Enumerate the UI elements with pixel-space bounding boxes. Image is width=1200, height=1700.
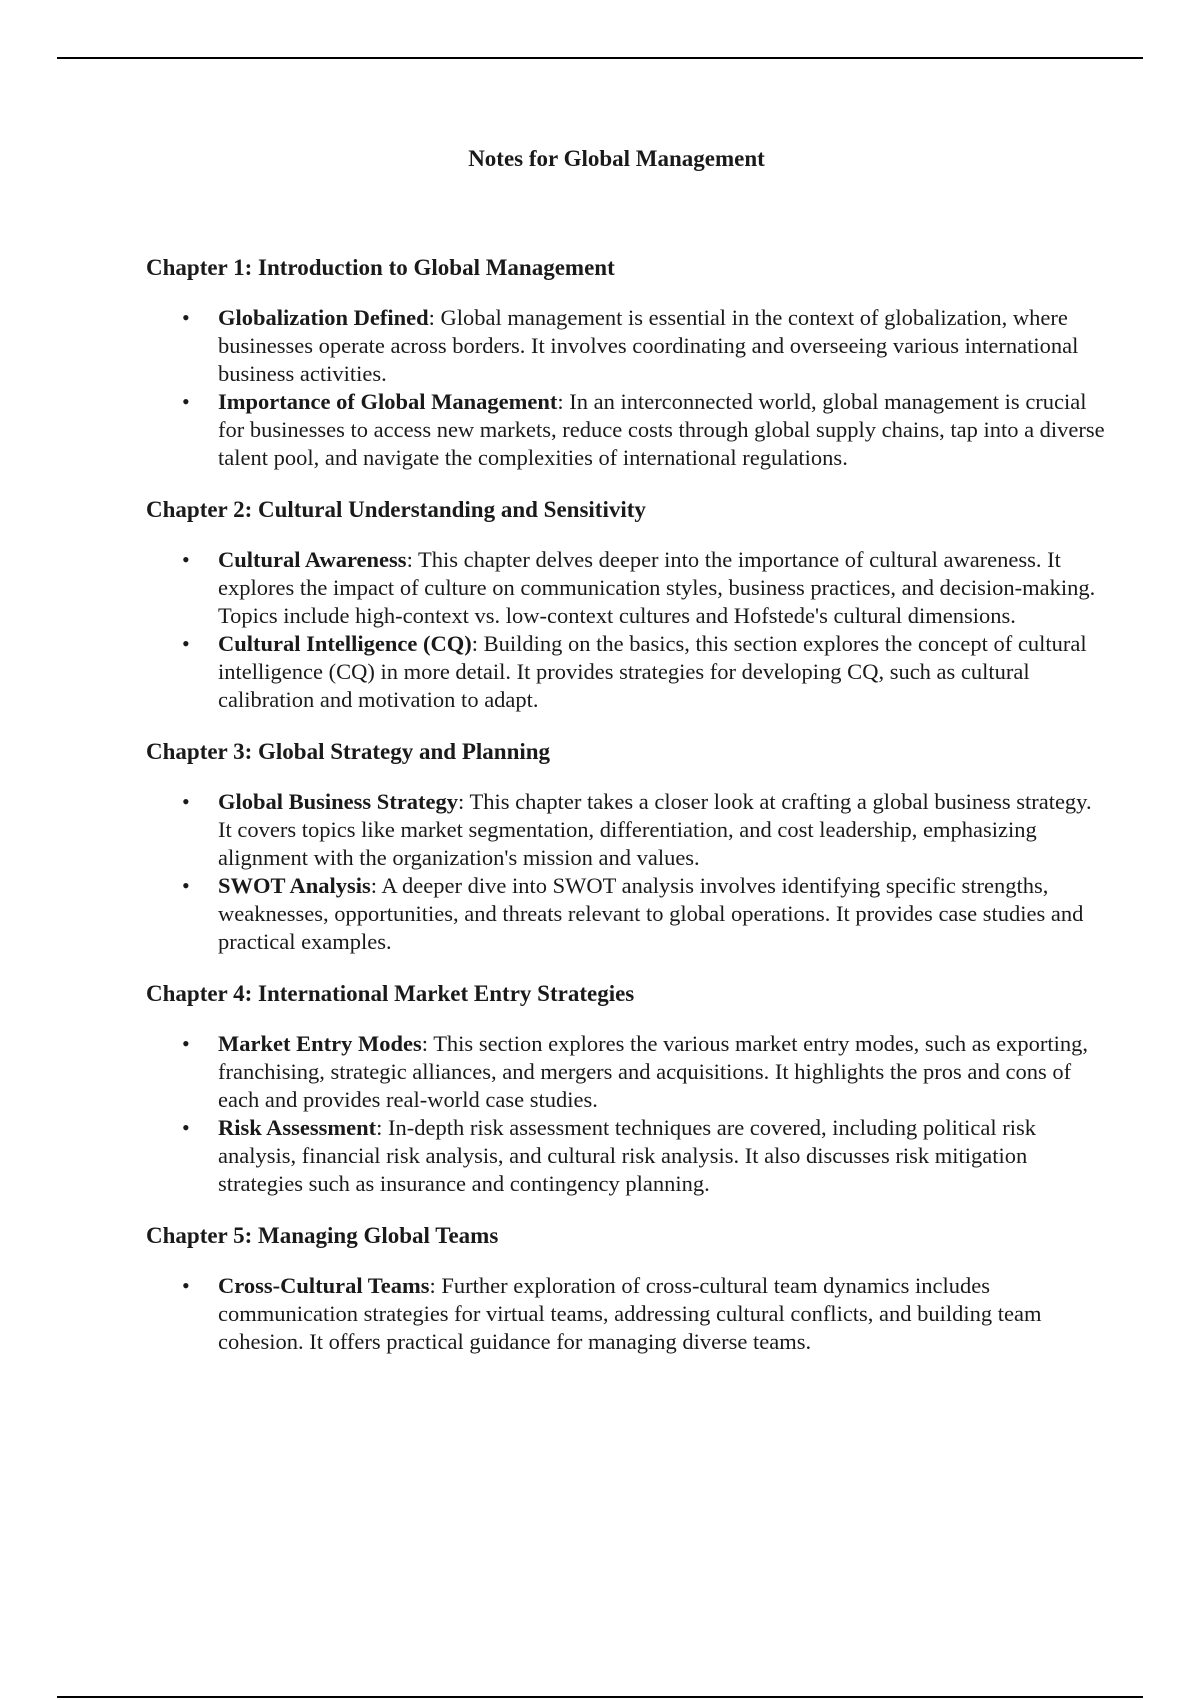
bullet-icon: • (182, 1115, 190, 1140)
bullet-list (146, 546, 1106, 714)
chapter-heading: Chapter 3: Global Strategy and Planning (146, 739, 551, 764)
list-item (146, 1114, 1106, 1198)
item-term: Importance of Global Management (218, 389, 558, 414)
chapter-heading: Chapter 1: Introduction to Global Management (146, 255, 615, 280)
chapter-4 (146, 980, 1106, 1198)
bullet-list (146, 304, 1106, 472)
list-item (146, 630, 1106, 714)
bullet-icon: • (182, 1031, 190, 1056)
document-title: Notes for Global Management (468, 146, 765, 171)
bottom-rule (57, 1696, 1143, 1698)
bullet-list (146, 1030, 1106, 1198)
item-term: Global Business Strategy (218, 789, 459, 814)
list-item (146, 546, 1106, 630)
bullet-icon: • (182, 789, 190, 814)
item-text: : Building on the basics, this section explores the concept of cultural intelligence (CQ) in more detail. It provides strategies for developing CQ, such as cultural calibration and motivation to adapt. (218, 631, 1087, 712)
item-text: : This chapter takes a closer look at crafting a global business strategy. It covers topics like market segmentation, differentiation, and cost leadership, emphasizing alignment with the organization's mission and values. (218, 789, 1092, 870)
item-term: Cultural Intelligence (CQ) (218, 631, 472, 656)
bullet-list (146, 1272, 1106, 1356)
item-term: SWOT Analysis (218, 873, 371, 898)
item-term: Market Entry Modes (218, 1031, 422, 1056)
list-item (146, 388, 1106, 472)
bullet-icon: • (182, 305, 190, 330)
chapter-2 (146, 496, 1106, 714)
item-text: : A deeper dive into SWOT analysis involves identifying specific strengths, weaknesses, opportunities, and threats relevant to global operations. It provides case studies and practical examples. (218, 873, 1084, 954)
bullet-icon: • (182, 1273, 190, 1298)
chapter-1 (146, 254, 1106, 472)
chapter-5 (146, 1222, 1106, 1356)
item-text: : This section explores the various market entry modes, such as exporting, franchising, strategic alliances, and mergers and acquisitions. It highlights the pros and cons of each and provides real-world case studies. (218, 1031, 1089, 1112)
bullet-icon: • (182, 389, 190, 414)
chapter-heading: Chapter 5: Managing Global Teams (146, 1223, 499, 1248)
bullet-icon: • (182, 873, 190, 898)
item-text: : In an interconnected world, global management is crucial for businesses to access new markets, reduce costs through global supply chains, tap into a diverse talent pool, and navigate the complexities of international regulations. (218, 389, 1105, 470)
list-item (146, 1272, 1106, 1356)
list-item (146, 788, 1106, 872)
chapter-heading: Chapter 2: Cultural Understanding and Sensitivity (146, 497, 646, 522)
item-text: : This chapter delves deeper into the importance of cultural awareness. It explores the impact of culture on communication styles, business practices, and decision-making. Topics include high-context vs. low-context cultures and Hofstede's cultural dimensions. (218, 547, 1096, 628)
chapter-heading: Chapter 4: International Market Entry Strategies (146, 981, 635, 1006)
chapter-3 (146, 738, 1106, 956)
list-item (146, 304, 1106, 388)
item-text: : In-depth risk assessment techniques are covered, including political risk analysis, financial risk analysis, and cultural risk analysis. It also discusses risk mitigation strategies such as insurance and contingency planning. (218, 1115, 1036, 1196)
bullet-icon: • (182, 631, 190, 656)
list-item (146, 1030, 1106, 1114)
bullet-list (146, 788, 1106, 956)
document-body (146, 254, 1106, 1372)
top-rule (57, 57, 1143, 59)
list-item (146, 872, 1106, 956)
bullet-icon: • (182, 547, 190, 572)
item-term: Globalization Defined (218, 305, 429, 330)
item-text: : Further exploration of cross-cultural team dynamics includes communication strategies for virtual teams, addressing cultural conflicts, and building team cohesion. It offers practical guidance for managing diverse teams. (218, 1273, 1042, 1354)
item-text: : Global management is essential in the context of globalization, where businesses operate across borders. It involves coordinating and overseeing various international business activities. (218, 305, 1079, 386)
item-term: Cultural Awareness (218, 547, 407, 572)
item-term: Cross-Cultural Teams (218, 1273, 430, 1298)
item-term: Risk Assessment (218, 1115, 377, 1140)
